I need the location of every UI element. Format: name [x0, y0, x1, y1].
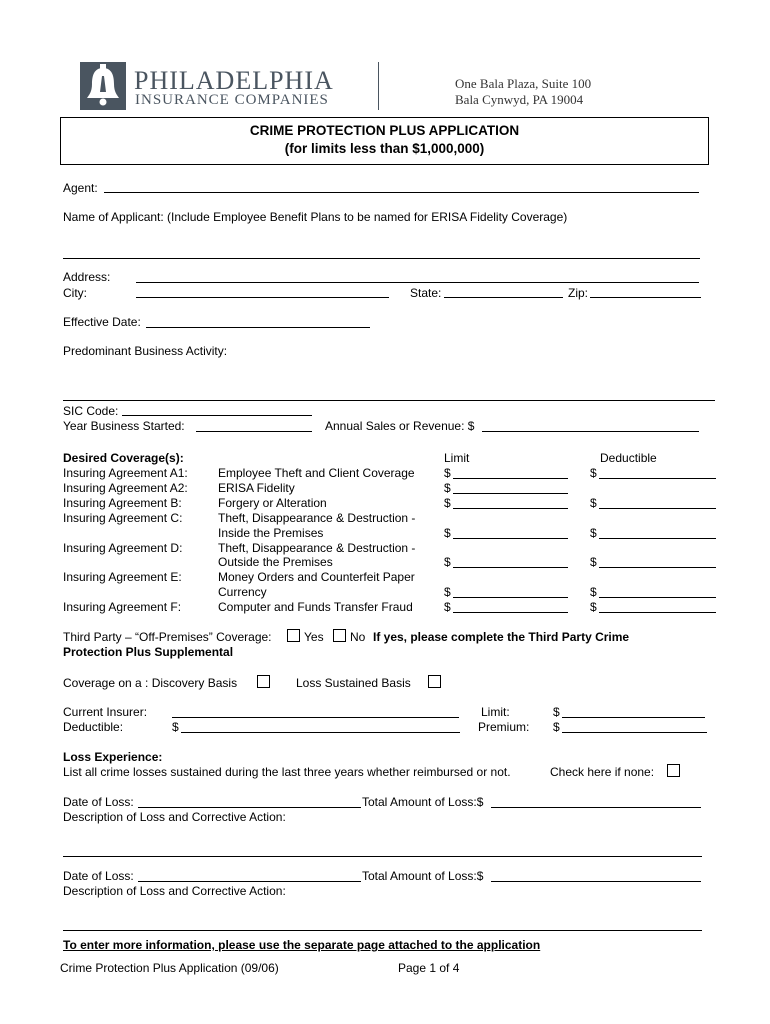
total-loss-input[interactable] — [491, 881, 701, 882]
deductible-dollar: $ — [590, 600, 597, 614]
date-of-loss-label: Date of Loss: — [63, 869, 134, 883]
insurer-limit-input[interactable] — [562, 717, 705, 718]
loss-description-input[interactable] — [63, 930, 702, 931]
deductible-input[interactable] — [599, 508, 716, 509]
agreement-description-cont: Inside the Premises — [218, 526, 324, 540]
deductible-dollar: $ — [590, 585, 597, 599]
third-party-note: If yes, please complete the Third Party Crime — [373, 630, 630, 644]
more-info-note: To enter more information, please use the separate page attached to the application — [63, 938, 541, 952]
insurer-deductible-label: Deductible: — [63, 720, 124, 734]
form-title: CRIME PROTECTION PLUS APPLICATION — [249, 123, 520, 138]
limit-input[interactable] — [453, 478, 568, 479]
deductible-input[interactable] — [599, 597, 716, 598]
agreement-label: Insuring Agreement C: — [63, 511, 183, 525]
title-box — [60, 117, 709, 165]
business-activity-input[interactable] — [63, 400, 715, 401]
agreement-description-cont: Currency — [218, 585, 267, 599]
limit-dollar: $ — [444, 496, 451, 510]
current-insurer-input[interactable] — [172, 717, 459, 718]
date-of-loss-input[interactable] — [138, 807, 361, 808]
insurer-deductible-dollar: $ — [172, 720, 179, 734]
company-address-line1: One Bala Plaza, Suite 100 — [455, 76, 592, 91]
deductible-header: Deductible — [600, 451, 657, 465]
third-party-yes-label: Yes — [304, 630, 324, 644]
limit-input[interactable] — [453, 508, 568, 509]
total-loss-label: Total Amount of Loss:$ — [362, 869, 484, 883]
insurer-deductible-input[interactable] — [181, 732, 460, 733]
limit-input[interactable] — [453, 567, 568, 568]
current-insurer-label: Current Insurer: — [63, 705, 148, 719]
third-party-no-label: No — [350, 630, 366, 644]
third-party-no-checkbox[interactable] — [333, 629, 346, 642]
agreement-description: Computer and Funds Transfer Fraud — [218, 600, 413, 614]
deductible-input[interactable] — [599, 567, 716, 568]
insurer-premium-dollar: $ — [553, 720, 560, 734]
sic-code-input[interactable] — [122, 415, 312, 416]
zip-label: Zip: — [568, 286, 589, 300]
desired-coverage-heading: Desired Coverage(s): — [63, 451, 184, 465]
limit-header: Limit — [444, 451, 470, 465]
insurer-limit-label: Limit: — [481, 705, 510, 719]
limit-dollar: $ — [444, 481, 451, 495]
third-party-yes-checkbox[interactable] — [287, 629, 300, 642]
year-started-input[interactable] — [196, 431, 312, 432]
limit-dollar: $ — [444, 585, 451, 599]
zip-input[interactable] — [590, 297, 701, 298]
company-address-line2: Bala Cynwyd, PA 19004 — [455, 92, 584, 107]
logo-subname: INSURANCE COMPANIES — [135, 92, 329, 108]
header-divider — [378, 62, 379, 110]
logo-name: PHILADELPHIA — [134, 66, 334, 95]
agent-input[interactable] — [104, 192, 699, 193]
sic-code-label: SIC Code: — [63, 404, 119, 418]
deductible-input[interactable] — [599, 538, 716, 539]
date-of-loss-label: Date of Loss: — [63, 795, 134, 809]
agreement-label: Insuring Agreement F: — [63, 600, 182, 614]
deductible-dollar: $ — [590, 466, 597, 480]
agreement-label: Insuring Agreement D: — [63, 541, 183, 555]
agreement-label: Insuring Agreement A2: — [63, 481, 188, 495]
business-activity-label: Predominant Business Activity: — [63, 344, 228, 358]
deductible-dollar: $ — [590, 496, 597, 510]
third-party-label: Third Party – “Off-Premises” Coverage: — [63, 630, 272, 644]
address-label: Address: — [63, 270, 111, 284]
limit-dollar: $ — [444, 600, 451, 614]
limit-input[interactable] — [453, 538, 568, 539]
liberty-bell-icon — [80, 62, 126, 110]
check-none-label: Check here if none: — [550, 765, 655, 779]
city-label: City: — [63, 286, 87, 300]
agreement-description-cont: Outside the Premises — [218, 555, 333, 569]
page-number: Page 1 of 4 — [398, 961, 460, 975]
limit-input[interactable] — [453, 493, 568, 494]
agreement-label: Insuring Agreement B: — [63, 496, 182, 510]
limit-dollar: $ — [444, 526, 451, 540]
deductible-input[interactable] — [599, 478, 716, 479]
annual-sales-input[interactable] — [482, 431, 699, 432]
discovery-basis-checkbox[interactable] — [257, 675, 270, 688]
check-none-checkbox[interactable] — [667, 764, 680, 777]
loss-experience-heading: Loss Experience: — [63, 750, 163, 764]
total-loss-label: Total Amount of Loss:$ — [362, 795, 484, 809]
loss-sustained-checkbox[interactable] — [428, 675, 441, 688]
loss-instructions: List all crime losses sustained during the last three years whether reimbursed or not. — [63, 765, 511, 779]
agreement-description: Employee Theft and Client Coverage — [218, 466, 415, 480]
loss-description-input[interactable] — [63, 856, 702, 857]
annual-sales-label: Annual Sales or Revenue: $ — [325, 419, 475, 433]
limit-input[interactable] — [453, 597, 568, 598]
form-name: Crime Protection Plus Application (09/06) — [60, 961, 279, 975]
agreement-description: Theft, Disappearance & Destruction - — [218, 511, 416, 525]
limit-dollar: $ — [444, 555, 451, 569]
deductible-dollar: $ — [590, 555, 597, 569]
year-started-label: Year Business Started: — [63, 419, 185, 433]
discovery-basis-label: Coverage on a : Discovery Basis — [63, 676, 238, 690]
effective-date-label: Effective Date: — [63, 315, 141, 329]
loss-description-label: Description of Loss and Corrective Action: — [63, 884, 286, 898]
agreement-description: Theft, Disappearance & Destruction - — [218, 541, 416, 555]
address-input[interactable] — [136, 282, 699, 283]
state-label: State: — [410, 286, 442, 300]
effective-date-input[interactable] — [146, 327, 370, 328]
loss-sustained-label: Loss Sustained Basis — [296, 676, 411, 690]
form-subtitle: (for limits less than $1,000,000) — [284, 141, 485, 156]
insurer-limit-dollar: $ — [553, 705, 560, 719]
agreement-label: Insuring Agreement A1: — [63, 466, 188, 480]
limit-input[interactable] — [453, 612, 568, 613]
agreement-description: Money Orders and Counterfeit Paper — [218, 570, 415, 584]
loss-description-label: Description of Loss and Corrective Action: — [63, 810, 286, 824]
agreement-label: Insuring Agreement E: — [63, 570, 182, 584]
applicant-input[interactable] — [63, 258, 700, 259]
limit-dollar: $ — [444, 466, 451, 480]
agreement-description: Forgery or Alteration — [218, 496, 327, 510]
agent-label: Agent: — [63, 181, 98, 195]
city-input[interactable] — [136, 297, 389, 298]
insurer-premium-input[interactable] — [562, 732, 707, 733]
date-of-loss-input[interactable] — [138, 881, 361, 882]
deductible-input[interactable] — [599, 612, 716, 613]
applicant-label: Name of Applicant: (Include Employee Benefit Plans to be named for ERISA Fidelity Coverage) — [63, 210, 568, 224]
total-loss-input[interactable] — [491, 807, 701, 808]
state-input[interactable] — [444, 297, 563, 298]
insurer-premium-label: Premium: — [478, 720, 530, 734]
agreement-description: ERISA Fidelity — [218, 481, 295, 495]
third-party-note-cont: Protection Plus Supplemental — [63, 645, 234, 659]
deductible-dollar: $ — [590, 526, 597, 540]
